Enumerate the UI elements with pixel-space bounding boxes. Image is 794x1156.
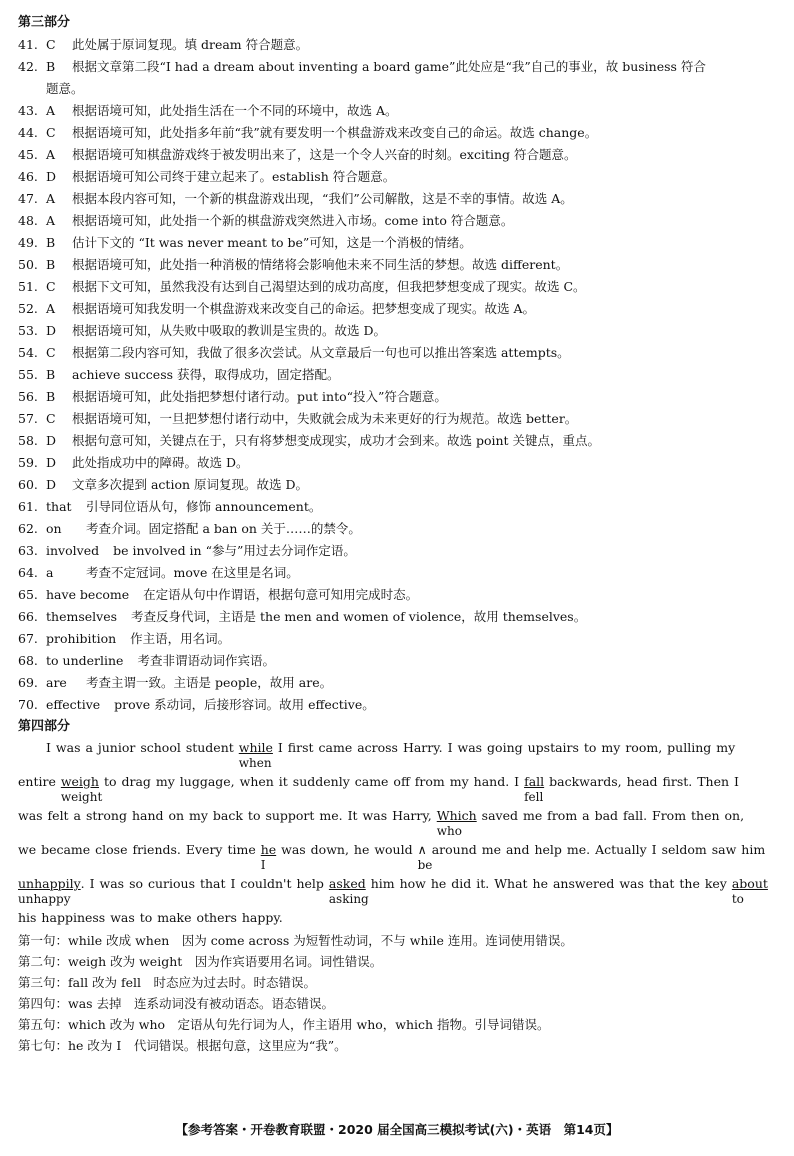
correction-note: 第三句：fall 改为 fell 时态应为过去时。时态错误。 [18,975,317,990]
answer-choice: B [46,367,56,382]
answer-item [18,342,778,364]
answer-choice: A [46,147,56,162]
correction-fix: to [731,892,744,906]
answer-choice: B [46,235,56,250]
answer-item [18,540,778,562]
answer-item [18,496,778,518]
answer-choice: A [46,301,56,316]
essay-text: backwards, head first. Then I [544,774,739,789]
answer-explanation: 根据语境可知公司终于建立起来了。establish 符合题意。 [72,169,396,184]
answer-item [18,34,778,56]
question-number: 70. [18,697,38,712]
answer-item [18,166,778,188]
answer-item [18,518,778,540]
answer-item [18,144,778,166]
question-number: 69. [18,675,38,690]
correction-note: 第七句：he 改为 I 代词错误。根据句意，这里应为“我”。 [18,1038,347,1053]
answer-item [18,628,778,650]
essay-text: I was a junior school student [46,740,239,755]
correction-fix: I [260,858,266,872]
answer-explanation: 根据句意可知，关键点在于，只有将梦想变成现实，成功才会到来。故选 point 关键点，重点。 [72,433,601,448]
essay-text: was down, he would [276,842,418,857]
correction-fix: asking [328,892,369,906]
answer-choice: that [46,499,72,514]
essay-text: I first came across Harry. I was going upstairs to my room, pulling my [272,740,736,755]
correction-3 [524,774,545,804]
answer-item [18,562,778,584]
question-number: 47. [18,191,38,206]
answer-choice: C [46,125,56,140]
answer-explanation: 根据下文可知，虽然我没有达到自己渴望达到的成功高度，但我把梦想变成了现实。故选 C。 [72,279,586,294]
correction-original: unhappily [18,876,81,891]
question-number: 68. [18,653,38,668]
answer-item [18,122,778,144]
answer-explanation: 根据语境可知，此处指生活在一个不同的环境中，故选 A。 [72,103,398,118]
answer-explanation: achieve success 获得，取得成功，固定搭配。 [72,367,340,382]
answer-item [18,298,778,320]
essay-text: entire [18,774,61,789]
answer-explanation: 根据语境可知，此处指一个新的棋盘游戏突然进入市场。come into 符合题意。 [72,213,514,228]
answer-item [18,320,778,342]
answer-choice: a [46,565,54,580]
question-number: 67. [18,631,38,646]
essay-line-5 [18,874,778,908]
question-number: 49. [18,235,38,250]
correction-fix: unhappy [18,892,71,906]
answer-explanation: 考查介词。固定搭配 a ban on 关于……的禁令。 [86,521,361,536]
answer-choice: effective [46,697,101,712]
answer-explanation: 引导同位语从句，修饰 announcement。 [86,499,322,514]
answer-explanation: 根据本段内容可知，一个新的棋盘游戏出现，“我们”公司解散，这是不幸的事情。故选 A。 [72,191,573,206]
answer-choice: C [46,279,56,294]
answer-explanation: 考查反身代词，主语是 the men and women of violence，故用 themselves。 [131,609,587,624]
answer-explanation: 在定语从句中作谓语，根据句意可知用完成时态。 [143,587,419,602]
question-number: 41. [18,37,38,52]
answer-item [18,210,778,232]
part4-title: 第四部分 [18,719,71,734]
answer-item [18,672,778,694]
answer-choice: B [46,59,56,74]
answer-item [18,364,778,386]
essay-text: him how he did it. What he answered was that the key [365,876,732,891]
correction-fix: when [238,756,272,770]
answer-item [18,606,778,628]
answer-item [18,408,778,430]
answer-item [18,452,778,474]
question-number: 50. [18,257,38,272]
correction-fix: weight [60,790,103,804]
correction-original: he [260,842,277,857]
answer-choice: C [46,345,56,360]
answer-choice: D [46,433,57,448]
essay-text: . I was so curious that I couldn't help [80,876,329,891]
correction-5 [436,808,477,838]
answer-choice: prohibition [46,631,117,646]
correction-notes [18,930,778,1056]
answer-explanation: 文章多次提到 action 原词复现。故选 D。 [72,477,308,492]
answer-choice: to underline [46,653,124,668]
answer-explanation: be involved in “参与”用过去分词作定语。 [113,543,356,558]
question-number: 43. [18,103,38,118]
answer-choice: C [46,37,56,52]
correction-original: weigh [60,774,99,789]
question-number: 54. [18,345,38,360]
answer-choice: A [46,213,56,228]
question-number: 62. [18,521,38,536]
answer-choice: are [46,675,67,690]
answer-item [18,694,778,716]
answer-choice: involved [46,543,100,558]
answer-item [18,100,778,122]
essay-line-2 [18,772,778,806]
answer-explanation: 此处属于原词复现。填 dream 符合题意。 [72,37,309,52]
answer-item [18,276,778,298]
answer-explanation: 此处指成功中的障碍。故选 D。 [72,455,249,470]
question-number: 44. [18,125,38,140]
correction-note: 第五句：which 改为 who 定语从句先行词为人，作主语用 who，which 指物。引导词错误。 [18,1017,550,1032]
answer-item [18,650,778,672]
answer-item [18,254,778,276]
correction-original: while [238,740,273,755]
answer-choice: have become [46,587,130,602]
question-number: 66. [18,609,38,624]
answer-choice: B [46,257,56,272]
correction-original: asked [328,876,366,891]
answer-explanation: 根据语境可知，此处指把梦想付诸行动。put into“投入”符合题意。 [72,389,447,404]
answer-item [18,56,778,78]
answer-explanation-continued: 题意。 [46,81,84,96]
question-number: 58. [18,433,38,448]
answer-choice: B [46,389,56,404]
question-number: 60. [18,477,38,492]
answer-explanation: 根据语境可知，此处指多年前“我”就有要发明一个棋盘游戏来改变自己的命运。故选 change。 [72,125,598,140]
answer-item [18,584,778,606]
correction-fix: be [417,858,433,872]
answer-explanation: 考查主谓一致。主语是 people，故用 are。 [86,675,333,690]
question-number: 45. [18,147,38,162]
correction-original: fall [524,774,545,789]
answer-choice: A [46,191,56,206]
answer-explanation: 根据语境可知，此处指一种消极的情绪将会影响他未来不同生活的梦想。故选 different。 [72,257,569,272]
essay-line-1 [18,738,778,772]
correction-original: about [731,876,768,891]
essay-text: to drag my luggage, when it suddenly came off from my hand. I [98,774,525,789]
corrected-essay [18,738,778,930]
answer-choice: D [46,323,57,338]
correction-11 [731,876,768,906]
answer-explanation: 考查非谓语动词作宾语。 [137,653,275,668]
correction-2 [60,774,103,804]
page-footer: 【参考答案・开卷教育联盟・2020 届全国高三模拟考试(六)・英语 第14页】 [175,1122,619,1137]
answer-choice: themselves [46,609,118,624]
answer-explanation: 根据语境可知棋盘游戏终于被发明出来了，这是一个令人兴奋的时刻。exciting 符合题意。 [72,147,577,162]
part3-title: 第三部分 [18,15,71,30]
essay-line-4 [18,840,778,874]
correction-original: Which [436,808,477,823]
correction-fix: fell [524,790,544,804]
question-number: 57. [18,411,38,426]
question-number: 64. [18,565,38,580]
answer-explanation: 根据语境可知我发明一个棋盘游戏来改变自己的命运。把梦想变成了现实。故选 A。 [72,301,536,316]
question-number: 53. [18,323,38,338]
question-number: 55. [18,367,38,382]
answer-explanation: 根据语境可知，从失败中吸取的教训是宝贵的。故选 D。 [72,323,386,338]
part3-answer-list [18,34,778,716]
answer-choice: D [46,169,57,184]
answer-explanation: 根据文章第二段“I had a dream about inventing a board game”此处应是“我”自己的事业，故 business 符合 [72,59,706,74]
answer-explanation: 根据第二段内容可知，我做了很多次尝试。从文章最后一句也可以推出答案选 attempts。 [72,345,570,360]
answer-item [18,474,778,496]
answer-item [18,232,778,254]
essay-text: was felt a strong hand on my back to support me. It was Harry, [18,808,437,823]
essay-line-6 [18,908,778,930]
question-number: 61. [18,499,38,514]
insertion-mark: ∧ [417,842,427,857]
answer-explanation: 考查不定冠词。move 在这里是名词。 [86,565,299,580]
essay-text: we became close friends. Every time [18,842,261,857]
answer-explanation: 根据语境可知，一旦把梦想付诸行动中，失败就会成为未来更好的行为规范。故选 better。 [72,411,578,426]
correction-fix: who [436,824,462,838]
essay-text: his happiness was to make others happy. [18,910,283,925]
question-number: 51. [18,279,38,294]
question-number: 63. [18,543,38,558]
question-number: 56. [18,389,38,404]
answer-choice: C [46,411,56,426]
answer-item [18,386,778,408]
essay-text: around me and help me. Actually I seldom saw him [426,842,766,857]
essay-line-3 [18,806,778,840]
answer-choice: on [46,521,62,536]
answer-choice: D [46,477,57,492]
question-number: 48. [18,213,38,228]
correction-1 [238,740,273,770]
question-number: 46. [18,169,38,184]
correction-8 [417,842,433,872]
correction-9 [18,876,81,906]
answer-explanation: 作主语，用名词。 [130,631,231,646]
answer-choice: A [46,103,56,118]
correction-note: 第一句：while 改成 when 因为 come across 为短暂性动词，不与 while 连用。连词使用错误。 [18,933,573,948]
correction-note: 第二句：weigh 改为 weight 因为作宾语要用名词。词性错误。 [18,954,383,969]
answer-choice: D [46,455,57,470]
essay-text: saved me from a bad fall. From then on, [476,808,745,823]
question-number: 65. [18,587,38,602]
correction-10 [328,876,369,906]
answer-item [18,188,778,210]
correction-note: 第四句：was 去掉 连系动词没有被动语态。语态错误。 [18,996,335,1011]
answer-item [18,430,778,452]
answer-page [18,12,778,1056]
question-number: 42. [18,59,38,74]
answer-explanation: 估计下文的 “It was never meant to be”可知，这是一个消极的情绪。 [72,235,472,250]
correction-7 [260,842,277,872]
answer-explanation: prove 系动词，后接形容词。故用 effective。 [114,697,375,712]
question-number: 52. [18,301,38,316]
question-number: 59. [18,455,38,470]
